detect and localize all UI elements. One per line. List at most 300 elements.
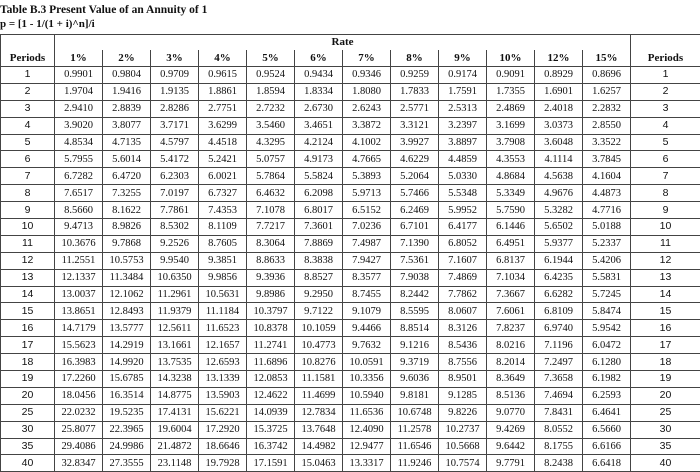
- period-cell-left: 6: [1, 151, 55, 168]
- table-row: [1, 252, 700, 269]
- rate-column-header: 3%: [151, 50, 199, 67]
- value-cell: 8.5595: [391, 303, 439, 320]
- value-cell: 11.2551: [55, 252, 103, 269]
- value-cell: 8.7556: [439, 354, 487, 371]
- value-cell: 5.6502: [535, 219, 583, 236]
- value-cell: 3.8077: [103, 117, 151, 134]
- value-cell: 8.1755: [535, 438, 583, 455]
- value-cell: 5.5824: [295, 168, 343, 185]
- value-cell: 5.2421: [199, 151, 247, 168]
- value-cell: 5.5831: [583, 269, 631, 286]
- value-cell: 0.8929: [535, 67, 583, 84]
- period-cell-left: 30: [1, 421, 55, 438]
- table-row: [1, 185, 700, 202]
- value-cell: 12.0853: [247, 371, 295, 388]
- value-cell: 17.1591: [247, 455, 295, 472]
- value-cell: 14.2919: [103, 337, 151, 354]
- value-cell: 8.8527: [295, 269, 343, 286]
- value-cell: 1.9704: [55, 83, 103, 100]
- value-cell: 5.3349: [487, 185, 535, 202]
- value-cell: 5.9377: [535, 235, 583, 252]
- value-cell: 7.4694: [535, 387, 583, 404]
- value-cell: 17.2920: [199, 421, 247, 438]
- value-cell: 10.5668: [439, 438, 487, 455]
- value-cell: 12.8493: [103, 303, 151, 320]
- table-row: [1, 168, 700, 185]
- value-cell: 9.7868: [103, 235, 151, 252]
- value-cell: 6.9740: [535, 320, 583, 337]
- value-cell: 10.3356: [343, 371, 391, 388]
- value-cell: 4.7665: [343, 151, 391, 168]
- value-cell: 5.9952: [439, 202, 487, 219]
- value-cell: 1.6901: [535, 83, 583, 100]
- value-cell: 1.8861: [199, 83, 247, 100]
- value-cell: 8.5302: [151, 219, 199, 236]
- value-cell: 7.8237: [487, 320, 535, 337]
- value-cell: 9.8986: [247, 286, 295, 303]
- value-cell: 8.2438: [535, 455, 583, 472]
- value-cell: 15.6785: [103, 371, 151, 388]
- value-cell: 9.3719: [391, 354, 439, 371]
- table-title: Table B.3 Present Value of an Annuity of 1: [0, 4, 207, 16]
- period-cell-right: 15: [631, 303, 700, 320]
- corner-cell: [1, 35, 55, 51]
- value-cell: 4.7135: [103, 134, 151, 151]
- value-cell: 11.2961: [151, 286, 199, 303]
- value-cell: 1.8080: [343, 83, 391, 100]
- period-cell-right: 2: [631, 83, 700, 100]
- value-cell: 1.9135: [151, 83, 199, 100]
- value-cell: 10.0591: [343, 354, 391, 371]
- value-cell: 10.2737: [439, 421, 487, 438]
- value-cell: 3.7171: [151, 117, 199, 134]
- value-cell: 1.9416: [103, 83, 151, 100]
- table-row: [1, 134, 700, 151]
- value-cell: 7.1078: [247, 202, 295, 219]
- value-cell: 3.7908: [487, 134, 535, 151]
- value-cell: 13.7535: [151, 354, 199, 371]
- table-row: [1, 100, 700, 117]
- value-cell: 8.5136: [487, 387, 535, 404]
- value-cell: 4.4518: [199, 134, 247, 151]
- value-cell: 16.3514: [103, 387, 151, 404]
- periods-header-right: Periods: [631, 50, 700, 67]
- value-cell: 27.3555: [103, 455, 151, 472]
- period-cell-left: 16: [1, 320, 55, 337]
- table-formula: p = [1 - 1/(1 + i)^n]/i: [0, 18, 95, 30]
- period-cell-left: 12: [1, 252, 55, 269]
- value-cell: 7.1034: [487, 269, 535, 286]
- period-cell-left: 9: [1, 202, 55, 219]
- table-row: [1, 337, 700, 354]
- value-cell: 10.8276: [295, 354, 343, 371]
- value-cell: 10.5753: [103, 252, 151, 269]
- value-cell: 7.1196: [535, 337, 583, 354]
- value-cell: 9.0770: [487, 404, 535, 421]
- value-cell: 4.7716: [583, 202, 631, 219]
- value-cell: 4.1002: [343, 134, 391, 151]
- value-cell: 8.0607: [439, 303, 487, 320]
- value-cell: 5.2337: [583, 235, 631, 252]
- rate-column-header: 4%: [199, 50, 247, 67]
- period-cell-left: 1: [1, 67, 55, 84]
- value-cell: 22.0232: [55, 404, 103, 421]
- period-cell-left: 13: [1, 269, 55, 286]
- value-cell: 10.3676: [55, 235, 103, 252]
- value-cell: 19.7928: [199, 455, 247, 472]
- value-cell: 4.4873: [583, 185, 631, 202]
- value-cell: 7.3667: [487, 286, 535, 303]
- period-cell-right: 8: [631, 185, 700, 202]
- value-cell: 5.2064: [391, 168, 439, 185]
- table-row: [1, 286, 700, 303]
- value-cell: 5.3893: [343, 168, 391, 185]
- value-cell: 9.4466: [343, 320, 391, 337]
- value-cell: 9.6442: [487, 438, 535, 455]
- value-cell: 8.3838: [295, 252, 343, 269]
- value-cell: 9.1079: [343, 303, 391, 320]
- table-row: [1, 117, 700, 134]
- value-cell: 10.1059: [295, 320, 343, 337]
- value-cell: 1.6257: [583, 83, 631, 100]
- period-cell-left: 10: [1, 219, 55, 236]
- value-cell: 3.5460: [247, 117, 295, 134]
- value-cell: 3.2397: [439, 117, 487, 134]
- value-cell: 9.8226: [439, 404, 487, 421]
- value-cell: 11.3484: [103, 269, 151, 286]
- value-cell: 2.8286: [151, 100, 199, 117]
- value-cell: 10.6748: [391, 404, 439, 421]
- value-cell: 19.6004: [151, 421, 199, 438]
- value-cell: 17.2260: [55, 371, 103, 388]
- period-cell-right: 18: [631, 354, 700, 371]
- value-cell: 8.7605: [199, 235, 247, 252]
- value-cell: 3.3522: [583, 134, 631, 151]
- value-cell: 10.8378: [247, 320, 295, 337]
- rate-column-header: 10%: [487, 50, 535, 67]
- value-cell: 11.9379: [151, 303, 199, 320]
- period-cell-right: 11: [631, 235, 700, 252]
- value-cell: 3.4651: [295, 117, 343, 134]
- value-cell: 14.8775: [151, 387, 199, 404]
- value-cell: 9.3936: [247, 269, 295, 286]
- value-cell: 4.9173: [295, 151, 343, 168]
- rate-column-header: 2%: [103, 50, 151, 67]
- period-cell-right: 25: [631, 404, 700, 421]
- period-cell-right: 1: [631, 67, 700, 84]
- value-cell: 4.9676: [535, 185, 583, 202]
- period-cell-right: 5: [631, 134, 700, 151]
- value-cell: 8.0216: [487, 337, 535, 354]
- value-cell: 4.4859: [439, 151, 487, 168]
- value-cell: 8.3649: [487, 371, 535, 388]
- value-cell: 2.2832: [583, 100, 631, 117]
- value-cell: 6.6282: [535, 286, 583, 303]
- period-cell-right: 14: [631, 286, 700, 303]
- table-row: [1, 371, 700, 388]
- value-cell: 0.9615: [199, 67, 247, 84]
- period-cell-right: 20: [631, 387, 700, 404]
- value-cell: 3.8897: [439, 134, 487, 151]
- value-cell: 0.9259: [391, 67, 439, 84]
- value-cell: 7.0236: [343, 219, 391, 236]
- period-cell-left: 2: [1, 83, 55, 100]
- value-cell: 9.2950: [295, 286, 343, 303]
- table-row: [1, 455, 700, 472]
- value-cell: 6.2098: [295, 185, 343, 202]
- value-cell: 8.2014: [487, 354, 535, 371]
- value-cell: 2.5771: [391, 100, 439, 117]
- value-cell: 5.7245: [583, 286, 631, 303]
- rate-column-header: 15%: [583, 50, 631, 67]
- value-cell: 4.6229: [391, 151, 439, 168]
- value-cell: 3.1699: [487, 117, 535, 134]
- value-cell: 4.3553: [487, 151, 535, 168]
- table-row: [1, 421, 700, 438]
- value-cell: 7.7862: [439, 286, 487, 303]
- value-cell: 3.3121: [391, 117, 439, 134]
- value-cell: 8.3126: [439, 320, 487, 337]
- corner-cell-right: [631, 35, 700, 51]
- value-cell: 10.4773: [295, 337, 343, 354]
- value-cell: 11.9246: [391, 455, 439, 472]
- value-cell: 25.8077: [55, 421, 103, 438]
- value-cell: 12.4622: [247, 387, 295, 404]
- rate-header-row: [1, 35, 700, 51]
- value-cell: 18.6646: [199, 438, 247, 455]
- value-cell: 8.0552: [535, 421, 583, 438]
- value-cell: 5.4172: [151, 151, 199, 168]
- value-cell: 3.3872: [343, 117, 391, 134]
- value-cell: 0.9709: [151, 67, 199, 84]
- value-cell: 6.5152: [343, 202, 391, 219]
- value-cell: 4.5797: [151, 134, 199, 151]
- period-cell-left: 35: [1, 438, 55, 455]
- value-cell: 1.7833: [391, 83, 439, 100]
- value-cell: 6.5660: [583, 421, 631, 438]
- value-cell: 6.1982: [583, 371, 631, 388]
- value-cell: 2.4869: [487, 100, 535, 117]
- value-cell: 7.5361: [391, 252, 439, 269]
- value-cell: 6.7282: [55, 168, 103, 185]
- value-cell: 9.4713: [55, 219, 103, 236]
- value-cell: 6.2303: [151, 168, 199, 185]
- value-cell: 19.5235: [103, 404, 151, 421]
- value-cell: 13.5777: [103, 320, 151, 337]
- value-cell: 9.1285: [439, 387, 487, 404]
- period-cell-right: 4: [631, 117, 700, 134]
- value-cell: 7.9427: [343, 252, 391, 269]
- value-cell: 7.3658: [535, 371, 583, 388]
- value-cell: 5.7466: [391, 185, 439, 202]
- value-cell: 2.5313: [439, 100, 487, 117]
- period-cell-left: 15: [1, 303, 55, 320]
- period-cell-right: 40: [631, 455, 700, 472]
- value-cell: 10.6350: [151, 269, 199, 286]
- value-cell: 8.1622: [103, 202, 151, 219]
- value-cell: 13.3317: [343, 455, 391, 472]
- period-cell-left: 17: [1, 337, 55, 354]
- value-cell: 6.7327: [199, 185, 247, 202]
- table-row: [1, 83, 700, 100]
- period-cell-left: 40: [1, 455, 55, 472]
- period-cell-right: 10: [631, 219, 700, 236]
- annuity-table: [0, 34, 700, 472]
- value-cell: 6.2593: [583, 387, 631, 404]
- value-cell: 11.1581: [295, 371, 343, 388]
- table-row: [1, 151, 700, 168]
- value-cell: 0.9901: [55, 67, 103, 84]
- value-cell: 2.7232: [247, 100, 295, 117]
- value-cell: 5.6014: [103, 151, 151, 168]
- value-cell: 3.6299: [199, 117, 247, 134]
- table-body: [1, 67, 700, 472]
- value-cell: 2.9410: [55, 100, 103, 117]
- table-row: [1, 202, 700, 219]
- value-cell: 5.9542: [583, 320, 631, 337]
- value-cell: 4.1114: [535, 151, 583, 168]
- value-cell: 14.4982: [295, 438, 343, 455]
- value-cell: 6.8017: [295, 202, 343, 219]
- value-cell: 4.5638: [535, 168, 583, 185]
- periods-header-left: Periods: [1, 50, 55, 67]
- period-cell-right: 7: [631, 168, 700, 185]
- value-cell: 6.1280: [583, 354, 631, 371]
- period-cell-left: 11: [1, 235, 55, 252]
- value-cell: 7.7861: [151, 202, 199, 219]
- value-cell: 1.7591: [439, 83, 487, 100]
- value-cell: 18.0456: [55, 387, 103, 404]
- period-cell-left: 18: [1, 354, 55, 371]
- rate-column-header: 7%: [343, 50, 391, 67]
- value-cell: 7.4353: [199, 202, 247, 219]
- value-cell: 16.3742: [247, 438, 295, 455]
- value-cell: 10.7574: [439, 455, 487, 472]
- value-cell: 0.9091: [487, 67, 535, 84]
- table-row: [1, 387, 700, 404]
- value-cell: 9.7791: [487, 455, 535, 472]
- value-cell: 5.7590: [487, 202, 535, 219]
- period-cell-left: 7: [1, 168, 55, 185]
- value-cell: 6.7101: [391, 219, 439, 236]
- value-cell: 7.4987: [343, 235, 391, 252]
- period-cell-right: 17: [631, 337, 700, 354]
- value-cell: 8.8633: [247, 252, 295, 269]
- value-cell: 11.4699: [295, 387, 343, 404]
- value-cell: 5.0757: [247, 151, 295, 168]
- value-cell: 16.3983: [55, 354, 103, 371]
- value-cell: 9.7632: [343, 337, 391, 354]
- value-cell: 12.5611: [151, 320, 199, 337]
- value-cell: 8.3577: [343, 269, 391, 286]
- value-cell: 12.4090: [343, 421, 391, 438]
- value-cell: 14.0939: [247, 404, 295, 421]
- value-cell: 1.7355: [487, 83, 535, 100]
- value-cell: 11.6536: [343, 404, 391, 421]
- value-cell: 4.1604: [583, 168, 631, 185]
- value-cell: 23.1148: [151, 455, 199, 472]
- value-cell: 6.6166: [583, 438, 631, 455]
- value-cell: 11.1184: [199, 303, 247, 320]
- value-cell: 7.7217: [247, 219, 295, 236]
- value-cell: 9.9856: [199, 269, 247, 286]
- value-cell: 12.9477: [343, 438, 391, 455]
- value-cell: 5.7955: [55, 151, 103, 168]
- table-row: [1, 354, 700, 371]
- value-cell: 4.8684: [487, 168, 535, 185]
- value-cell: 7.8869: [295, 235, 343, 252]
- value-cell: 3.0373: [535, 117, 583, 134]
- value-cell: 0.8696: [583, 67, 631, 84]
- value-cell: 22.3965: [103, 421, 151, 438]
- value-cell: 9.9540: [151, 252, 199, 269]
- value-cell: 0.9804: [103, 67, 151, 84]
- value-cell: 9.1216: [391, 337, 439, 354]
- value-cell: 6.0472: [583, 337, 631, 354]
- period-cell-left: 25: [1, 404, 55, 421]
- value-cell: 32.8347: [55, 455, 103, 472]
- value-cell: 5.7864: [247, 168, 295, 185]
- value-cell: 10.3797: [247, 303, 295, 320]
- value-cell: 6.0021: [199, 168, 247, 185]
- rate-label: Rate: [55, 35, 631, 51]
- value-cell: 11.6546: [391, 438, 439, 455]
- value-cell: 7.3601: [295, 219, 343, 236]
- value-cell: 7.1390: [391, 235, 439, 252]
- table-row: [1, 438, 700, 455]
- value-cell: 9.6036: [391, 371, 439, 388]
- value-cell: 6.6418: [583, 455, 631, 472]
- period-cell-left: 19: [1, 371, 55, 388]
- table-row: [1, 235, 700, 252]
- value-cell: 2.4018: [535, 100, 583, 117]
- period-cell-right: 6: [631, 151, 700, 168]
- table-row: [1, 219, 700, 236]
- value-cell: 17.4131: [151, 404, 199, 421]
- value-cell: 8.5660: [55, 202, 103, 219]
- value-cell: 2.7751: [199, 100, 247, 117]
- value-cell: 29.4086: [55, 438, 103, 455]
- value-cell: 5.5348: [439, 185, 487, 202]
- value-cell: 24.9986: [103, 438, 151, 455]
- value-cell: 15.5623: [55, 337, 103, 354]
- value-cell: 12.1337: [55, 269, 103, 286]
- value-cell: 9.8181: [391, 387, 439, 404]
- value-cell: 7.6517: [55, 185, 103, 202]
- value-cell: 1.8334: [295, 83, 343, 100]
- value-cell: 7.6061: [487, 303, 535, 320]
- period-cell-right: 16: [631, 320, 700, 337]
- value-cell: 5.3282: [535, 202, 583, 219]
- value-cell: 15.0463: [295, 455, 343, 472]
- value-cell: 9.3851: [199, 252, 247, 269]
- value-cell: 6.2469: [391, 202, 439, 219]
- value-cell: 12.1062: [103, 286, 151, 303]
- value-cell: 9.4269: [487, 421, 535, 438]
- period-cell-left: 5: [1, 134, 55, 151]
- value-cell: 7.2497: [535, 354, 583, 371]
- value-cell: 8.8514: [391, 320, 439, 337]
- value-cell: 7.3255: [103, 185, 151, 202]
- value-cell: 6.8052: [439, 235, 487, 252]
- value-cell: 8.1109: [199, 219, 247, 236]
- value-cell: 13.1661: [151, 337, 199, 354]
- value-cell: 8.9826: [103, 219, 151, 236]
- period-cell-left: 20: [1, 387, 55, 404]
- value-cell: 3.9020: [55, 117, 103, 134]
- value-cell: 6.8137: [487, 252, 535, 269]
- value-cell: 11.2741: [247, 337, 295, 354]
